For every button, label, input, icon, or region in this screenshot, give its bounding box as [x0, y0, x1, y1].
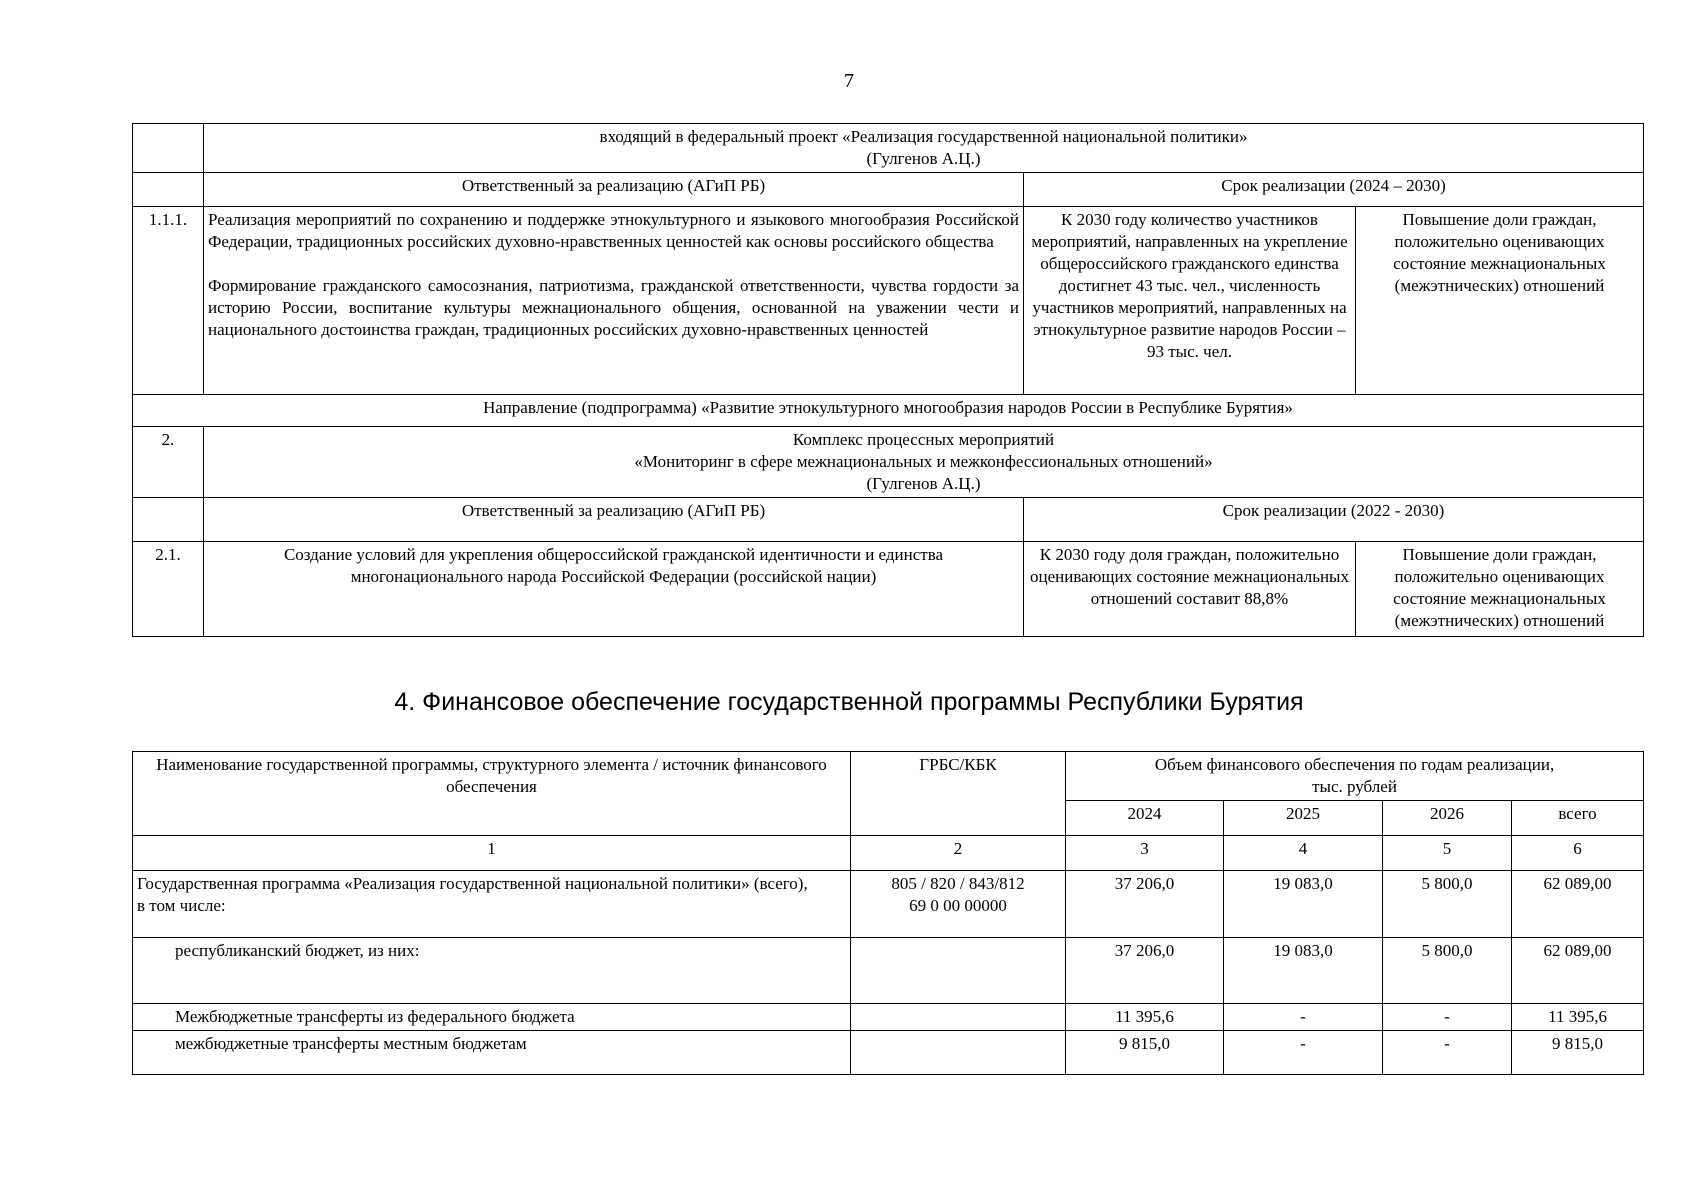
row-name: Государственная программа «Реализация государственной национальной политики» (всего), в том числе:: [133, 871, 851, 938]
value-total: 62 089,00: [1512, 938, 1644, 1004]
project-header: входящий в федеральный проект «Реализация государственной национальной политики» (Гулгенов А.Ц.): [204, 124, 1644, 173]
value-2025: 19 083,0: [1224, 871, 1383, 938]
row-number: 2.: [133, 427, 204, 498]
table-row: [133, 938, 1644, 1004]
header-year: 2024: [1066, 801, 1224, 836]
row-name: межбюджетные трансферты местным бюджетам: [133, 1031, 851, 1075]
activities-table: [132, 123, 1644, 637]
value-2026: -: [1383, 1004, 1512, 1031]
column-number: 3: [1066, 836, 1224, 871]
value-2024: 37 206,0: [1066, 871, 1224, 938]
activity-description: Создание условий для укрепления общероссийской гражданской идентичности и единства многонационального народа Российской Федерации (российской нации): [204, 542, 1024, 637]
value-2025: -: [1224, 1031, 1383, 1075]
column-number: 4: [1224, 836, 1383, 871]
row-grbs: 805 / 820 / 843/812 69 0 00 00000: [851, 871, 1066, 938]
value-total: 62 089,00: [1512, 871, 1644, 938]
value-2026: 5 800,0: [1383, 938, 1512, 1004]
table-row: [133, 871, 1644, 938]
effect: Повышение доли граждан, положительно оценивающих состояние межнациональных (межэтнических) отношений: [1356, 542, 1644, 637]
expected-result: К 2030 году доля граждан, положительно оценивающих состояние межнациональных отношений составит 88,8%: [1024, 542, 1356, 637]
value-2026: -: [1383, 1031, 1512, 1075]
empty-num-cell: [133, 173, 204, 207]
column-number: 5: [1383, 836, 1512, 871]
header-volume: Объем финансового обеспечения по годам реализации, тыс. рублей: [1066, 752, 1644, 801]
header-total: всего: [1512, 801, 1644, 836]
empty-num-cell: [133, 124, 204, 173]
table-row: [133, 1004, 1644, 1031]
value-2024: 9 815,0: [1066, 1031, 1224, 1075]
activity-description: [204, 207, 1024, 395]
row-grbs: [851, 1004, 1066, 1031]
header-name: Наименование государственной программы, структурного элемента / источник финансового обеспечения: [133, 752, 851, 836]
term-label: Срок реализации (2024 – 2030): [1024, 173, 1644, 207]
value-2026: 5 800,0: [1383, 871, 1512, 938]
value-total: 9 815,0: [1512, 1031, 1644, 1075]
expected-result: К 2030 году количество участников мероприятий, направленных на укрепление общероссийского гражданского единства достигнет 43 тыс. чел., численность участников мероприятий, направленных на этнокультурное развитие народов России – 93 тыс. чел.: [1024, 207, 1356, 395]
row-name: Межбюджетные трансферты из федерального бюджета: [133, 1004, 851, 1031]
value-2025: -: [1224, 1004, 1383, 1031]
row-name: республиканский бюджет, из них:: [133, 938, 851, 1004]
header-grbs: ГРБС/КБК: [851, 752, 1066, 836]
complex-header: Комплекс процессных мероприятий «Мониторинг в сфере межнациональных и межконфессиональных отношений» (Гулгенов А.Ц.): [204, 427, 1644, 498]
column-number: 2: [851, 836, 1066, 871]
value-total: 11 395,6: [1512, 1004, 1644, 1031]
empty-num-cell: [133, 498, 204, 542]
row-grbs: [851, 1031, 1066, 1075]
table-row: [133, 1031, 1644, 1075]
page-number: 7: [844, 70, 854, 92]
row-number: 2.1.: [133, 542, 204, 637]
description-paragraph: Формирование гражданского самосознания, патриотизма, гражданской ответственности, чувства гордости за историю России, воспитание культуры межнационального общения, основанной на уважении чести и национального достоинства граждан, традиционных российских духовно-нравственных ценностей: [208, 276, 1019, 339]
value-2024: 11 395,6: [1066, 1004, 1224, 1031]
term-label: Срок реализации (2022 - 2030): [1024, 498, 1644, 542]
responsible-label: Ответственный за реализацию (АГиП РБ): [204, 173, 1024, 207]
header-year: 2025: [1224, 801, 1383, 836]
description-paragraph: Реализация мероприятий по сохранению и поддержке этнокультурного и языкового многообразия Российской Федерации, традиционных российских духовно-нравственных ценностей как основы российского общества: [208, 210, 1019, 251]
row-number: 1.1.1.: [133, 207, 204, 395]
financing-table: [132, 751, 1644, 1075]
value-2024: 37 206,0: [1066, 938, 1224, 1004]
direction-header: Направление (подпрограмма) «Развитие этнокультурного многообразия народов России в Республике Бурятия»: [133, 395, 1644, 427]
section-heading: 4. Финансовое обеспечение государственной программы Республики Бурятия: [394, 688, 1304, 716]
row-grbs: [851, 938, 1066, 1004]
column-number: 6: [1512, 836, 1644, 871]
effect: Повышение доли граждан, положительно оценивающих состояние межнациональных (межэтнических) отношений: [1356, 207, 1644, 395]
header-year: 2026: [1383, 801, 1512, 836]
value-2025: 19 083,0: [1224, 938, 1383, 1004]
column-number: 1: [133, 836, 851, 871]
responsible-label: Ответственный за реализацию (АГиП РБ): [204, 498, 1024, 542]
